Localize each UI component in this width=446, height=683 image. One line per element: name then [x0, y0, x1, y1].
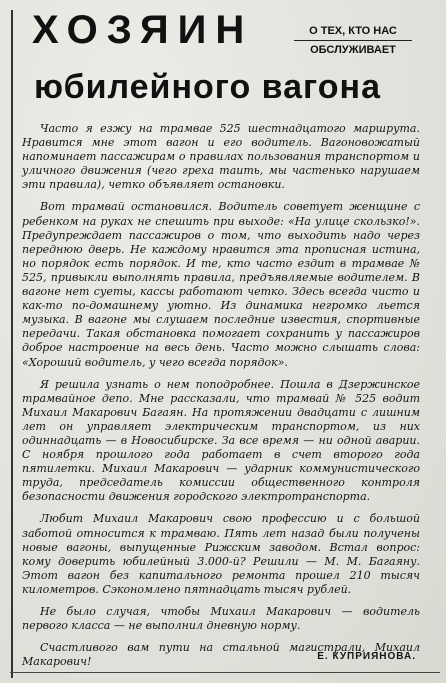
paragraph-6: Счастливого вам пути на стальной магистрали, Михаил Макарович! — [22, 641, 420, 669]
rubric-line-2: ОБСЛУЖИВАЕТ — [310, 44, 396, 56]
paragraph-1: Часто я езжу на трамвае 525 шестнадцатого маршрута. Нравится мне этот вагон и его водитель. Вагоновожатый напоминает пассажирам о правилах пользования транспортом и уличного движения (чего греха таить, мы частенько нарушаем эти правила), четко объявляет остановки. — [22, 122, 420, 192]
paragraph-3: Я решила узнать о нем поподробнее. Пошла в Дзержинское трамвайное депо. Мне рассказали, что трамвай № 525 водит Михаил Макарович Багаян. На протяжении двадцати с лишним лет он управляет электрическим транспортом, из них одиннадцать — в Новосибирске. За все время — ни одной аварии. С ноября прошлого года работает в счет второго года пятилетки. Михаил Макарович — ударник коммунистического труда, председатель комиссии общественного контроля безопасности движения городского электротранспорта. — [22, 377, 420, 504]
headline-main: ХОЗЯИН — [32, 8, 254, 52]
headline-sub: юбилейного вагона — [34, 68, 381, 106]
article-header — [10, 6, 440, 124]
bottom-rule — [10, 672, 440, 673]
paragraph-5: Не было случая, чтобы Михаил Макарович — водитель первого класса — не выполнил дневную норму. — [22, 605, 420, 633]
rubric-box — [294, 22, 412, 59]
article-body — [22, 122, 420, 671]
rubric-line-1: О ТЕХ, КТО НАС — [294, 22, 412, 41]
author-byline: Е. КУПРИЯНОВА. — [317, 651, 416, 662]
paragraph-4: Любит Михаил Макарович свою профессию и с большой заботой относится к трамваю. Пять лет назад были получены новые вагоны, выпущенные Рижским заводом. Встал вопрос: кому доверить юбилейный 3.000-й? Решили — М. М. Багаяну. Этот вагон без капитального ремонта прошел 210 тысяч километров. Сэкономлено пятнадцать тысяч рублей. — [22, 512, 420, 596]
paragraph-2: Вот трамвай остановился. Водитель советует женщине с ребенком на руках не спешить при выходе: «На улице скользко!». Предупреждает пассажиров о том, что выходить надо через переднюю дверь. Не каждому нравится эта прописная истина, но порядок есть порядок. И те, кто часто ездит в трамвае № 525, привыкли выполнять правила, предъявляемые водителем. В вагоне нет суеты, кассы работают четко. Здесь всегда чисто и как-то по-домашнему уютно. Из динамика негромко льется музыка. В вагоне мы слушаем последние известия, спортивные передачи. Такая обстановка помогает сохранить у пассажиров доброе настроение на весь день. Часто можно слышать слова: «Хороший водитель, у чего всегда порядок». — [22, 200, 420, 369]
